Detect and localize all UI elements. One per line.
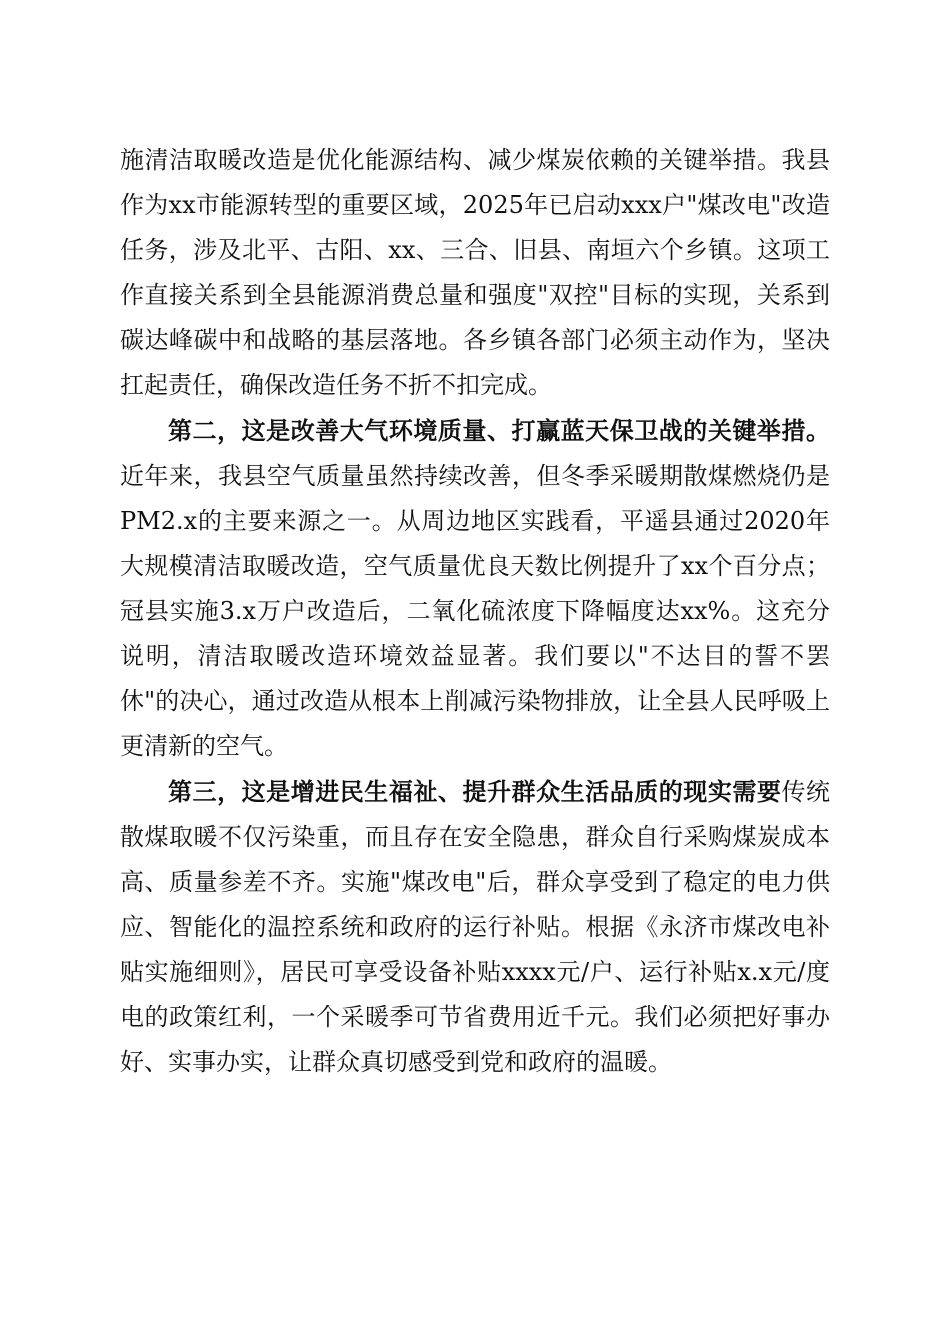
paragraph-3 [120, 769, 830, 1085]
paragraph-2-lead: 第二，这是改善大气环境质量、打赢蓝天保卫战的关键举措。 [168, 416, 830, 445]
paragraph-1 [120, 138, 830, 408]
paragraph-1-text: 施清洁取暖改造是优化能源结构、减少煤炭依赖的关键举措。我县作为xx市能源转型的重要区域，2025年已启动xxx户"煤改电"改造任务，涉及北平、古阳、xx、三合、旧县、南垣六个乡镇。这项工作直接关系到全县能源消费总量和强度"双控"目标的实现，关系到碳达峰碳中和战略的基层落地。各乡镇各部门必须主动作为，坚决扛起责任，确保改造任务不折不扣完成。 [120, 146, 830, 399]
paragraph-3-lead: 第三，这是增进民生福祉、提升群众生活品质的现实需要 [168, 777, 782, 806]
paragraph-2 [120, 408, 830, 769]
document-body [120, 138, 830, 1085]
paragraph-2-text: 近年来，我县空气质量虽然持续改善，但冬季采暖期散煤燃烧仍是PM2.x的主要来源之一。从周边地区实践看，平遥县通过2020年大规模清洁取暖改造，空气质量优良天数比例提升了xx个百分点；冠县实施3.x万户改造后，二氧化硫浓度下降幅度达xx%。这充分说明，清洁取暖改造环境效益显著。我们要以"不达目的誓不罢休"的决心，通过改造从根本上削减污染物排放，让全县人民呼吸上更清新的空气。 [120, 462, 830, 760]
paragraph-3-text: 传统散煤取暖不仅污染重，而且存在安全隐患，群众自行采购煤炭成本高、质量参差不齐。实施"煤改电"后，群众享受到了稳定的电力供应、智能化的温控系统和政府的运行补贴。根据《永济市煤改电补贴实施细则》，居民可享受设备补贴xxxx元/户、运行补贴x.x元/度电的政策红利，一个采暖季可节省费用近千元。我们必须把好事办好、实事办实，让群众真切感受到党和政府的温暖。 [120, 778, 831, 1076]
